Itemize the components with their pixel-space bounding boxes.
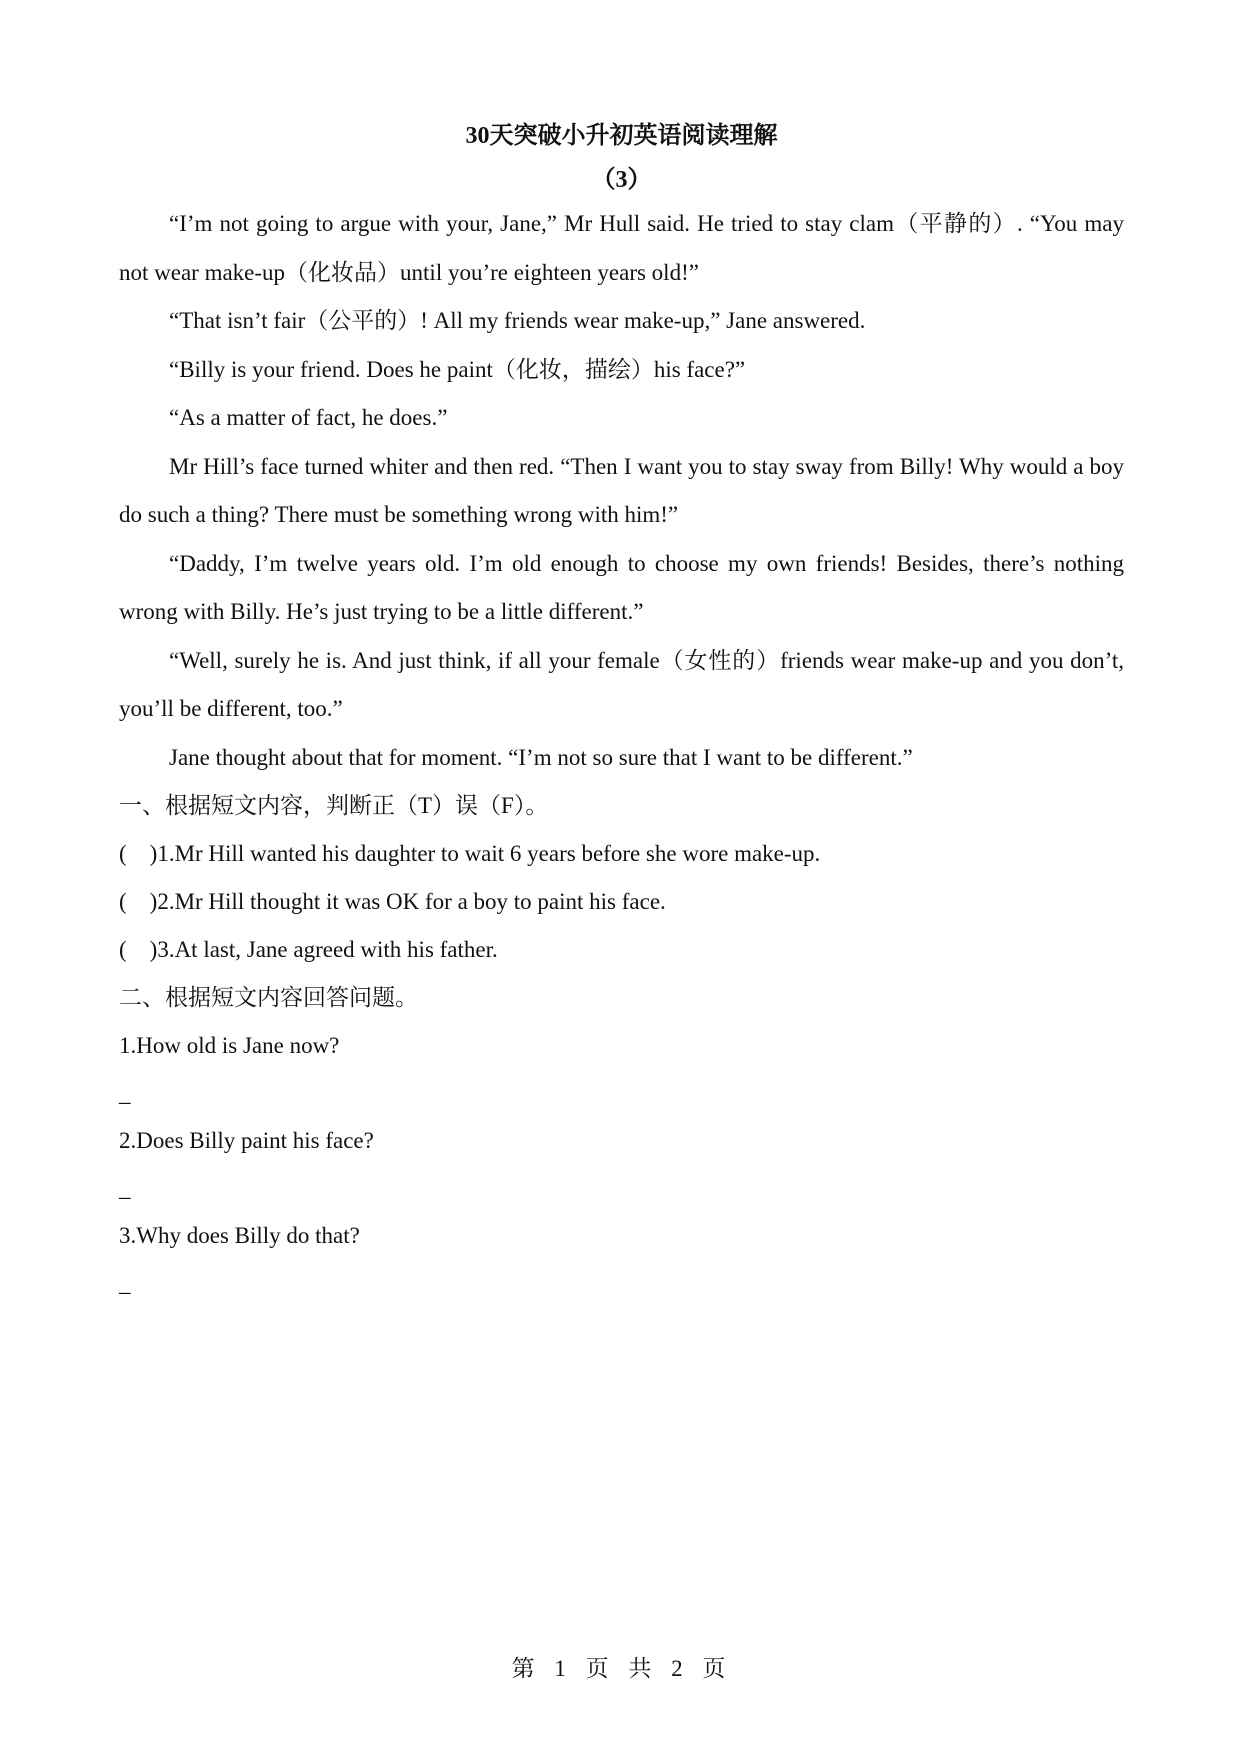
passage-paragraph: “Billy is your friend. Does he paint（化妆，描绘）his face?” bbox=[169, 356, 746, 382]
document-title: 30天突破小升初英语阅读理解 bbox=[465, 123, 778, 149]
true-false-item: ( )1.Mr Hill wanted his daughter to wait 6 years before she wore make-up. bbox=[119, 841, 821, 866]
passage-paragraph: “Well, surely he is. And just think, if all your female（女性的）friends wear make-up and you don’t, you’ll be different, too.” bbox=[119, 647, 1124, 721]
question: 3.Why does Billy do that? bbox=[119, 1223, 360, 1248]
true-false-item: ( )2.Mr Hill thought it was OK for a boy to paint his face. bbox=[119, 889, 666, 914]
question: 2.Does Billy paint his face? bbox=[119, 1128, 374, 1153]
passage-paragraph: “Daddy, I’m twelve years old. I’m old enough to choose my own friends! Besides, there’s nothing wrong with Billy. He’s just trying to be a little different.” bbox=[119, 550, 1124, 624]
passage-paragraph: “I’m not going to argue with your, Jane,” Mr Hull said. He tried to stay clam（平静的）. “You may not wear make-up（化妆品）until you’re eighteen years old!” bbox=[119, 211, 1124, 285]
answer-blank: _ bbox=[119, 1176, 131, 1201]
answer-blank: _ bbox=[119, 1271, 131, 1296]
document-subtitle: （3） bbox=[591, 167, 652, 193]
section-1-heading: 一、根据短文内容，判断正（T）误（F）。 bbox=[119, 793, 549, 818]
question: 1.How old is Jane now? bbox=[119, 1033, 340, 1058]
true-false-item: ( )3.At last, Jane agreed with his father. bbox=[119, 937, 498, 962]
section-2-heading: 二、根据短文内容回答问题。 bbox=[119, 985, 418, 1010]
passage-paragraph: Jane thought about that for moment. “I’m not so sure that I want to be different.” bbox=[169, 744, 913, 770]
passage-paragraph: Mr Hill’s face turned whiter and then red. “Then I want you to stay sway from Billy! Why would a boy do such a thing? There must be something wrong with him!” bbox=[119, 453, 1124, 527]
answer-blank: _ bbox=[119, 1081, 131, 1106]
passage-paragraph: “That isn’t fair（公平的）! All my friends wear make-up,” Jane answered. bbox=[169, 308, 866, 333]
document-content bbox=[119, 112, 1124, 1307]
page-footer: 第 1 页 共 2 页 bbox=[511, 1656, 730, 1681]
passage-paragraph: “As a matter of fact, he does.” bbox=[169, 405, 448, 430]
